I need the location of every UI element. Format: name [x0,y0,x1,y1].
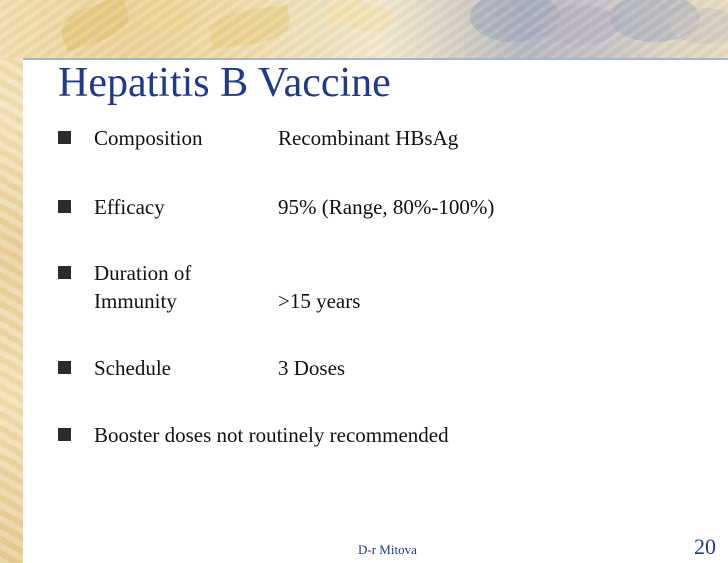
bullet-label: Efficacy [94,195,165,219]
bullet-value: 3 Doses [278,356,346,380]
bullet-value: >15 years [278,289,361,313]
bullet-value: Recombinant HBsAg [278,126,459,150]
bullet-label: Composition [94,126,203,150]
bullet-square-icon [58,428,71,441]
page-number: 20 [694,534,716,559]
bullet-value: 95% (Range, 80%-100%) [278,195,495,219]
bullet-square-icon [58,266,71,279]
bullet-label-line1: Duration of [94,261,192,285]
slide-title: Hepatitis B Vaccine [58,60,391,106]
bullet-square-icon [58,361,71,374]
bullet-square-icon [58,131,71,144]
bullet-label-line2: Immunity [94,289,177,313]
footer-author: D-r Mitova [358,542,417,557]
bullet-square-icon [58,200,71,213]
bullet-label: Schedule [94,356,171,380]
bullet-label: Booster doses not routinely recommended [94,423,449,447]
